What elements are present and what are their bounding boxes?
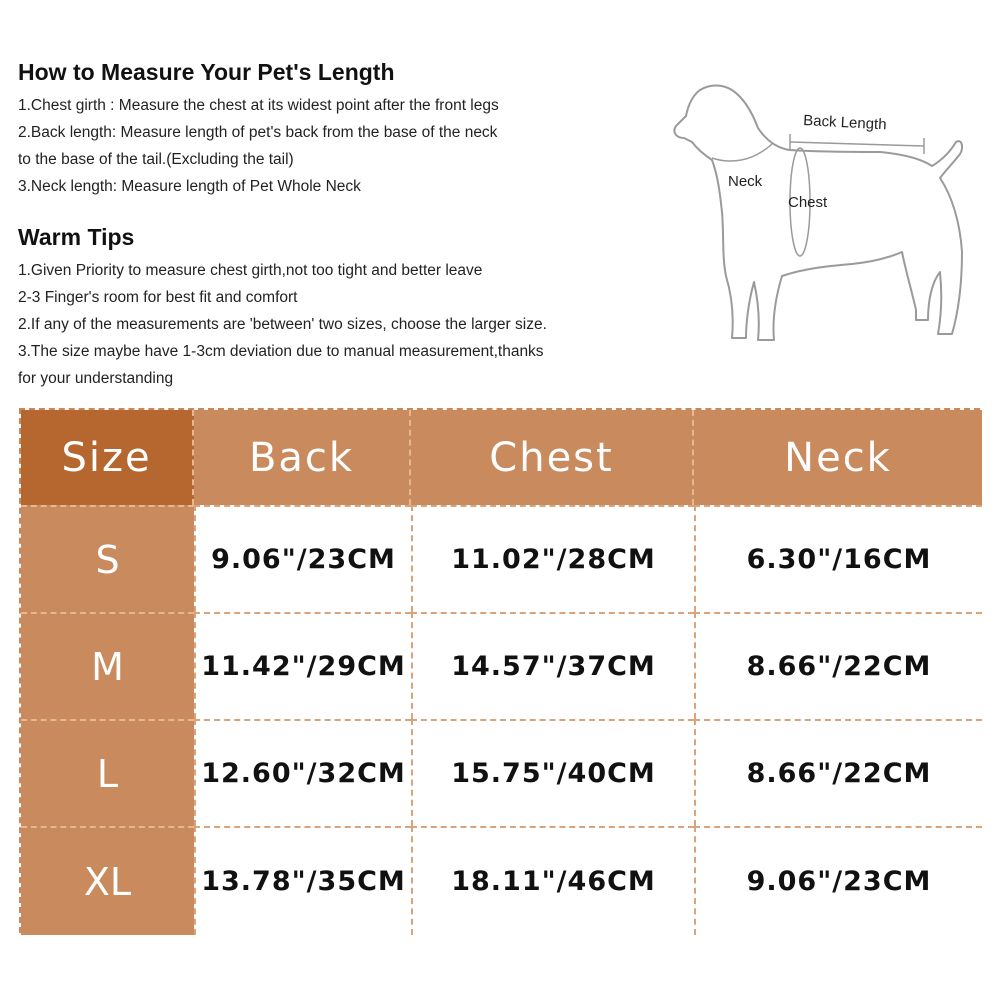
- measure-line: 1.Chest girth : Measure the chest at its widest point after the front legs: [18, 97, 499, 114]
- measure-line: to the base of the tail.(Excluding the tail): [18, 151, 294, 168]
- chest-value: 11.02"/28CM: [411, 505, 694, 612]
- tip-line: 3.The size maybe have 1-3cm deviation due to manual measurement,thanks: [18, 343, 544, 360]
- size-m: M: [21, 612, 194, 719]
- size-l: L: [21, 719, 194, 826]
- warm-tips-title: Warm Tips: [18, 224, 135, 250]
- header-back: Back: [194, 410, 411, 505]
- neck-label: Neck: [728, 173, 763, 190]
- measure-line: 3.Neck length: Measure length of Pet Whole Neck: [18, 178, 361, 195]
- back-value: 13.78"/35CM: [194, 826, 411, 935]
- tip-line: for your understanding: [18, 370, 174, 387]
- size-s: S: [21, 505, 194, 612]
- measure-line: 2.Back length: Measure length of pet's back from the base of the neck: [18, 124, 498, 141]
- tip-line: 1.Given Priority to measure chest girth,not too tight and better leave: [18, 262, 483, 279]
- size-table: [19, 408, 980, 933]
- neck-value: 9.06"/23CM: [694, 826, 982, 935]
- back-length-line: [790, 142, 924, 146]
- header-chest: Chest: [411, 410, 694, 505]
- dog-measurement-diagram: [660, 70, 980, 360]
- header-neck: Neck: [694, 410, 982, 505]
- neck-measure-loop: [712, 144, 772, 161]
- tip-line: 2.If any of the measurements are 'between' two sizes, choose the larger size.: [18, 316, 547, 333]
- header-size: Size: [21, 410, 194, 505]
- chest-label: Chest: [788, 194, 828, 211]
- neck-value: 8.66"/22CM: [694, 612, 982, 719]
- neck-value: 8.66"/22CM: [694, 719, 982, 826]
- chest-value: 18.11"/46CM: [411, 826, 694, 935]
- neck-value: 6.30"/16CM: [694, 505, 982, 612]
- size-xl: XL: [21, 826, 194, 935]
- tip-line: 2-3 Finger's room for best fit and comfort: [18, 289, 298, 306]
- back-value: 12.60"/32CM: [194, 719, 411, 826]
- back-value: 11.42"/29CM: [194, 612, 411, 719]
- back-length-label: Back Length: [802, 112, 887, 134]
- chest-value: 14.57"/37CM: [411, 612, 694, 719]
- measure-title: How to Measure Your Pet's Length: [18, 59, 395, 85]
- chest-value: 15.75"/40CM: [411, 719, 694, 826]
- back-value: 9.06"/23CM: [194, 505, 411, 612]
